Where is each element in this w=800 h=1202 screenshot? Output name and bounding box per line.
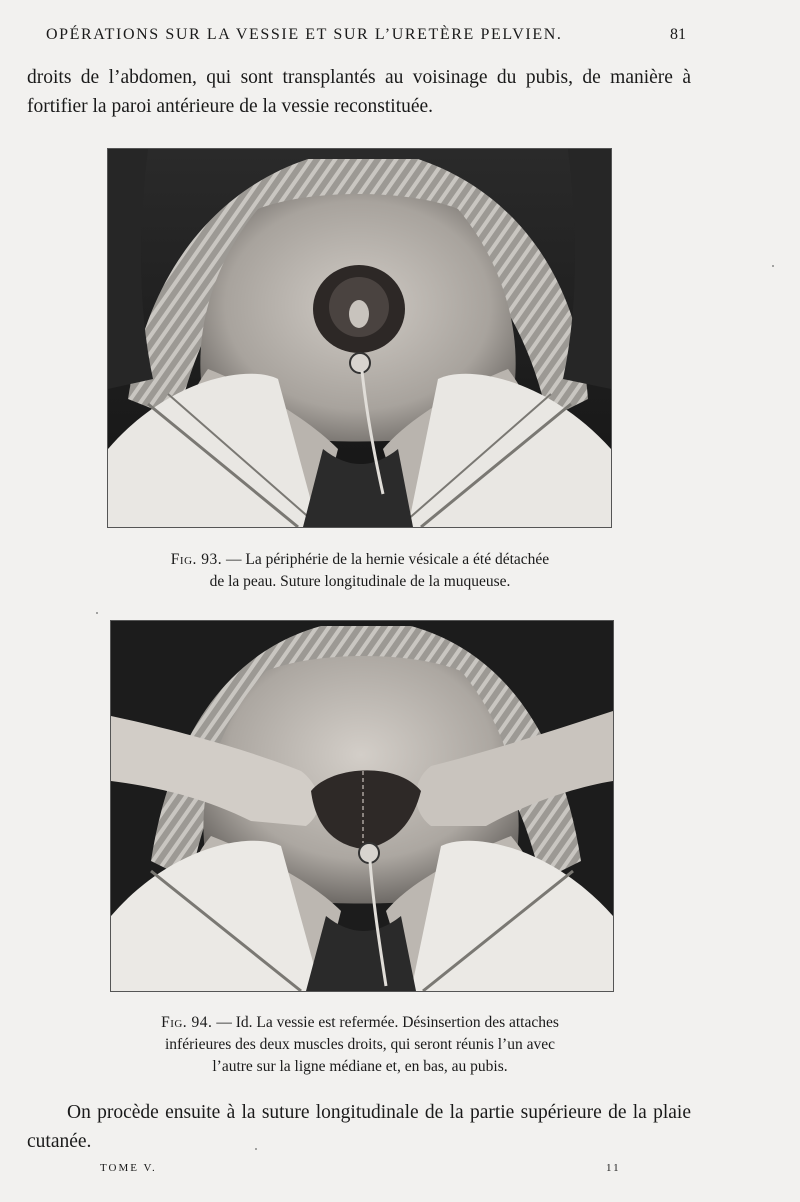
figure-94-caption-line-2: inférieures des deux muscles droits, qui seront réunis l’un avec: [165, 1036, 555, 1053]
paper-speck: [772, 265, 774, 267]
page-number: 81: [670, 26, 686, 43]
figure-94-caption-line-3: l’autre sur la ligne médiane et, en bas, au pubis.: [212, 1058, 508, 1075]
figure-94-caption-line-1: — Id. La vessie est refermée. Désinsertion des attaches: [216, 1014, 559, 1031]
figure-93-caption-line-1: — La périphérie de la hernie vésicale a été détachée: [226, 551, 550, 568]
figure-93-label: Fig. 93.: [170, 551, 223, 568]
figure-93-caption: [100, 549, 620, 593]
footer-signature-right: 11: [606, 1162, 621, 1174]
figure-93-caption-line-2: de la peau. Suture longitudinale de la muqueuse.: [209, 573, 511, 590]
paper-speck: [96, 612, 98, 614]
paper-speck: [255, 1148, 257, 1150]
figure-94-caption: [100, 1012, 620, 1078]
running-header-title: OPÉRATIONS SUR LA VESSIE ET SUR L’URETÈRE PELVIEN.: [46, 26, 563, 43]
figure-93-photo: [107, 148, 612, 528]
running-header: [46, 26, 686, 44]
paragraph-intro: droits de l’abdomen, qui sont transplantés au voisinage du pubis, de manière à fortifier la paroi antérieure de la vessie reconstituée.: [27, 67, 691, 117]
paragraph-closing: On procède ensuite à la suture longitudinale de la partie supérieure de la plaie cutanée.: [27, 1102, 691, 1152]
figure-94-photo: [110, 620, 614, 992]
footer-signature-left: TOME V.: [100, 1162, 157, 1174]
figure-94-label: Fig. 94.: [161, 1014, 213, 1031]
